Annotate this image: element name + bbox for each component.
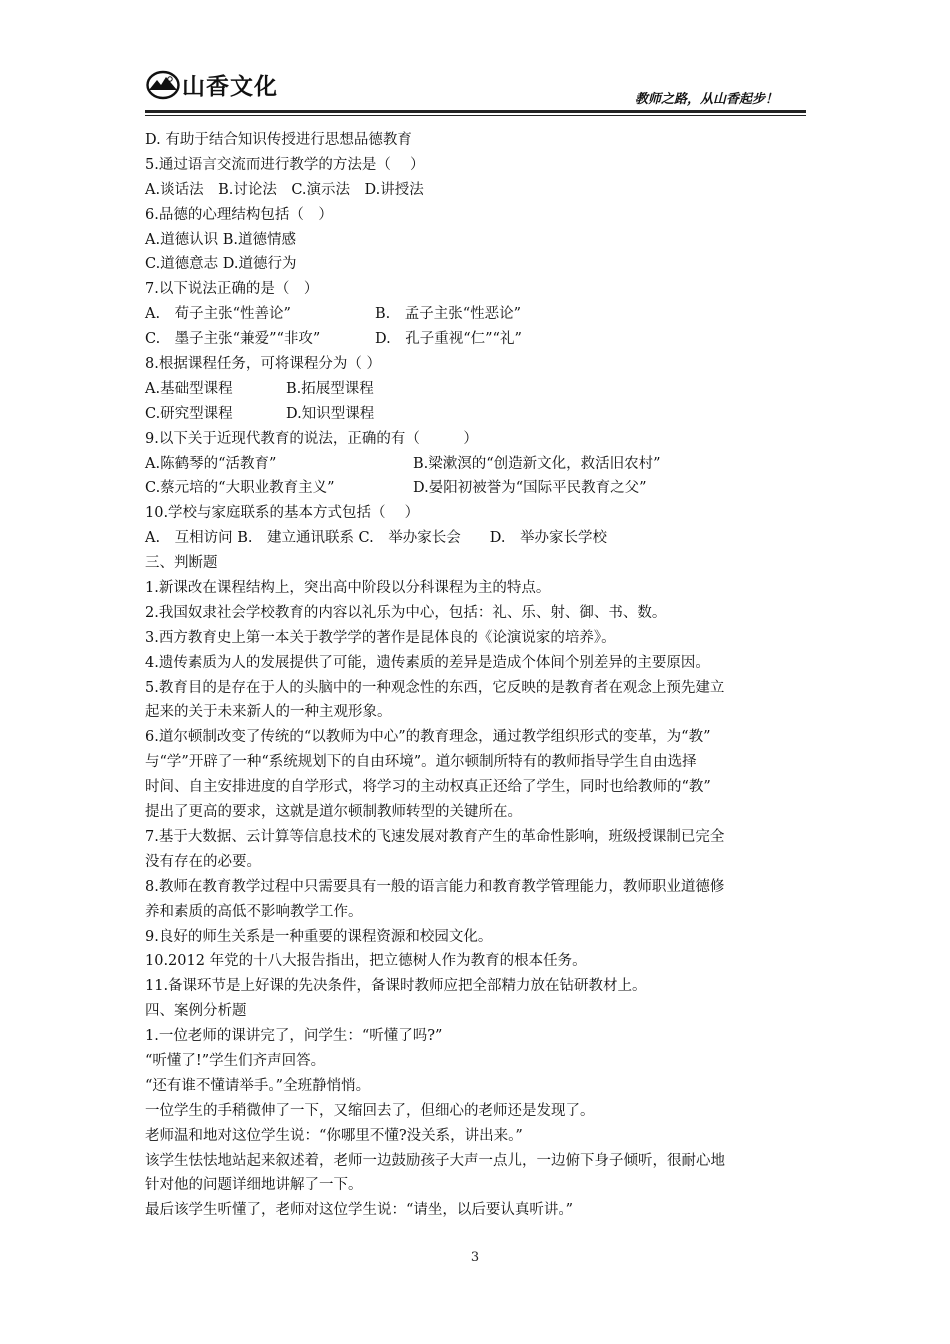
text-line: 4.遗传素质为人的发展提供了可能，遗传素质的差异是造成个体间个别差异的主要原因。 (145, 654, 710, 671)
text-line: 7.基于大数据、云计算等信息技术的飞速发展对教育产生的革命性影响，班级授课制已完全 (145, 828, 725, 845)
option-right: B.梁漱溟的“创造新文化，救活旧农村” (413, 455, 661, 472)
text-line (145, 302, 810, 327)
header-rule-thin (145, 115, 806, 116)
mountain-sun-logo-icon (146, 70, 180, 100)
text-line (145, 327, 810, 352)
text-line: 6.品德的心理结构包括（ ） (145, 206, 333, 223)
text-line: 最后该学生听懂了，老师对这位学生说：“请坐，以后要认真听讲。” (145, 1202, 574, 1219)
text-line: 时间、自主安排进度的自学形式，将学习的主动权真正还给了学生，同时也给教师的“教” (145, 779, 711, 796)
text-line: 9.以下关于近现代教育的说法，正确的有（ ） (145, 430, 478, 447)
text-line: 8.根据课程任务，可将课程分为（ ） (145, 356, 381, 373)
option-left: C.研究型课程 (145, 405, 233, 422)
document-body (145, 128, 810, 1223)
text-line: A.谈话法 B.讨论法 C.演示法 D.讲授法 (145, 181, 424, 198)
header-rule-thick (145, 110, 806, 113)
text-line: 没有存在的必要。 (145, 853, 261, 870)
option-left: A.陈鹤琴的“活教育” (145, 455, 277, 472)
text-line: 11.备课环节是上好课的先决条件，备课时教师应把全部精力放在钻研教材上。 (145, 978, 647, 995)
text-line: 10.学校与家庭联系的基本方式包括（ ） (145, 505, 420, 522)
text-line: 6.道尔顿制改变了传统的“以教师为中心”的教育理念，通过教学组织形式的变革，为“教” (145, 729, 711, 746)
text-line (145, 452, 810, 477)
text-line: 与“学”开辟了一种“系统规划下的自由环境”。道尔顿制所特有的教师指导学生自由选择 (145, 754, 697, 771)
option-right: D.知识型课程 (286, 405, 375, 422)
option-left: C. 墨子主张“兼爱”“非攻” (145, 331, 321, 348)
option-right: B. 孟子主张“性恶论” (375, 306, 522, 323)
text-line: 3.西方教育史上第一本关于教学学的著作是昆体良的《论演说家的培养》。 (145, 629, 616, 646)
option-right: D. 孔子重视“仁”“礼” (375, 331, 522, 348)
text-line: “还有谁不懂请举手。”全班静悄悄。 (145, 1077, 371, 1094)
text-line: 8.教师在教育教学过程中只需要具有一般的语言能力和教育教学管理能力，教师职业道德修 (145, 878, 725, 895)
text-line: A.道德认识 B.道德情感 (145, 231, 296, 248)
text-line: “听懂了!”学生们齐声回答。 (145, 1052, 326, 1069)
brand-logo (146, 68, 278, 101)
text-line (145, 476, 810, 501)
text-line: 起来的关于未来新人的一种主观形象。 (145, 704, 392, 721)
text-line (145, 377, 810, 402)
text-line: 提出了更高的要求，这就是道尔顿制教师转型的关键所在。 (145, 804, 522, 821)
option-left: A.基础型课程 (145, 380, 233, 397)
text-line: A. 互相访问 B. 建立通讯联系 C. 举办家长会 D. 举办家长学校 (145, 530, 607, 547)
text-line: 5.教育目的是存在于人的头脑中的一种观念性的东西，它反映的是教育者在观念上预先建立 (145, 679, 725, 696)
text-line: 5.通过语言交流而进行教学的方法是（ ） (145, 156, 425, 173)
option-left: A. 荀子主张“性善论” (145, 306, 291, 323)
text-line: 1.新课改在课程结构上，突出高中阶段以分科课程为主的特点。 (145, 580, 551, 597)
page-header (0, 0, 950, 120)
option-right: D.晏阳初被誉为“国际平民教育之父” (413, 480, 647, 497)
page-number: 3 (470, 1250, 480, 1265)
text-line: D. 有助于结合知识传授进行思想品德教育 (145, 132, 412, 148)
text-line: 该学生怯怯地站起来叙述着，老师一边鼓励孩子大声一点儿，一边俯下身子倾听，很耐心地 (145, 1152, 725, 1169)
text-line: 9.良好的师生关系是一种重要的课程资源和校园文化。 (145, 928, 493, 945)
option-left: C.蔡元培的“大职业教育主义” (145, 480, 335, 497)
text-line: 三、判断题 (145, 555, 218, 572)
text-line: 2.我国奴隶社会学校教育的内容以礼乐为中心，包括：礼、乐、射、御、书、数。 (145, 604, 667, 621)
text-line: 针对他的问题详细地讲解了一下。 (145, 1177, 363, 1194)
text-line: C.道德意志 D.道德行为 (145, 256, 297, 273)
text-line: 四、案例分析题 (145, 1003, 247, 1020)
text-line: 7.以下说法正确的是（ ） (145, 281, 319, 298)
text-line (145, 402, 810, 427)
text-line: 老师温和地对这位学生说：“你哪里不懂?没关系，讲出来。” (145, 1127, 523, 1144)
header-slogan: 教师之路，从山香起步！ (634, 92, 778, 107)
text-line: 1.一位老师的课讲完了，问学生：“听懂了吗?” (145, 1028, 443, 1045)
text-line: 一位学生的手稍微伸了一下，又缩回去了，但细心的老师还是发现了。 (145, 1102, 595, 1119)
brand-name: 山香文化 (182, 74, 278, 100)
text-line: 10.2012 年党的十八大报告指出，把立德树人作为教育的根本任务。 (145, 953, 587, 970)
text-line: 养和素质的高低不影响教学工作。 (145, 903, 363, 920)
option-right: B.拓展型课程 (286, 380, 374, 397)
